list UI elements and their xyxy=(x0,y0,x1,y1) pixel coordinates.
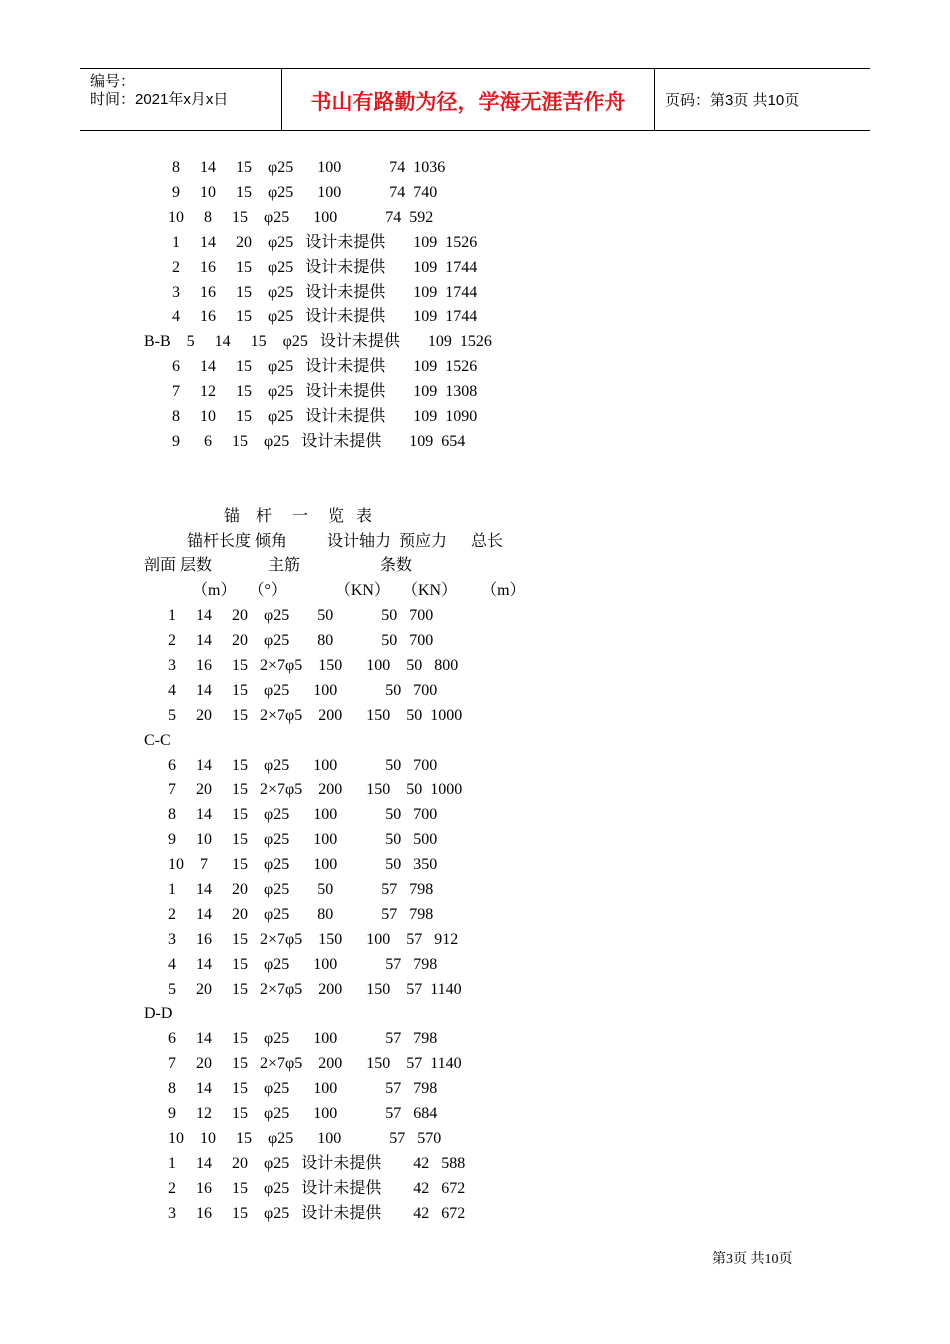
text-line: 4 14 15 φ25 100 57 798 xyxy=(168,956,438,973)
text-line: 6 14 15 φ25 设计未提供 109 1526 xyxy=(172,358,478,375)
text-line: 锚 杆 一 览 表 xyxy=(224,508,373,525)
text-line: 3 16 15 2×7φ5 150 100 57 912 xyxy=(168,931,459,948)
text-line: 9 12 15 φ25 100 57 684 xyxy=(168,1105,438,1122)
text-line: 5 20 15 2×7φ5 200 150 57 1140 xyxy=(168,981,462,998)
text-line: 3 16 15 φ25 设计未提供 109 1744 xyxy=(172,284,478,301)
text-line: 9 10 15 φ25 100 50 500 xyxy=(168,831,438,848)
text-line: 9 6 15 φ25 设计未提供 109 654 xyxy=(172,433,466,450)
text-line: （m） （°） （KN） （KN） （m） xyxy=(192,582,526,599)
text-line: 10 8 15 φ25 100 74 592 xyxy=(168,209,434,226)
text-line: 1 14 20 φ25 50 57 798 xyxy=(168,881,434,898)
text-line: D-D xyxy=(144,1005,173,1022)
text-line: 5 20 15 2×7φ5 200 150 50 1000 xyxy=(168,707,463,724)
text-line: 10 7 15 φ25 100 50 350 xyxy=(168,856,438,873)
text-line: 3 16 15 2×7φ5 150 100 50 800 xyxy=(168,657,459,674)
header-motto-cell xyxy=(282,69,655,130)
text-line: 6 14 15 φ25 100 57 798 xyxy=(168,1030,438,1047)
document-number-label: 编号： xyxy=(90,73,136,90)
text-line: 3 16 15 φ25 设计未提供 42 672 xyxy=(168,1205,466,1222)
text-line: 8 14 15 φ25 100 74 1036 xyxy=(172,159,446,176)
footer-page-number: 第3页 共10页 xyxy=(712,1252,793,1267)
text-line: 8 14 15 φ25 100 57 798 xyxy=(168,1080,438,1097)
text-line: 10 10 15 φ25 100 57 570 xyxy=(168,1130,442,1147)
text-line: 7 12 15 φ25 设计未提供 109 1308 xyxy=(172,383,478,400)
text-line: B-B 5 14 15 φ25 设计未提供 109 1526 xyxy=(144,333,492,350)
text-line: 1 14 20 φ25 设计未提供 42 588 xyxy=(168,1155,466,1172)
text-line: 锚杆长度 倾角 设计轴力 预应力 总长 xyxy=(187,533,504,550)
header-page-cell xyxy=(655,69,870,130)
text-line: 2 14 20 φ25 80 50 700 xyxy=(168,632,434,649)
text-line: 6 14 15 φ25 100 50 700 xyxy=(168,757,438,774)
header-info-cell xyxy=(80,69,282,130)
header-motto: 书山有路勤为径，学海无涯苦作舟 xyxy=(310,91,626,114)
text-line: 剖面 层数 主筋 条数 xyxy=(144,557,413,574)
document-date-label: 时间：2021年x月x日 xyxy=(90,91,229,108)
text-line: 2 14 20 φ25 80 57 798 xyxy=(168,906,434,923)
text-line: 7 20 15 2×7φ5 200 150 57 1140 xyxy=(168,1055,462,1072)
text-line: 1 14 20 φ25 50 50 700 xyxy=(168,607,434,624)
text-line: 9 10 15 φ25 100 74 740 xyxy=(172,184,438,201)
text-line: 4 16 15 φ25 设计未提供 109 1744 xyxy=(172,308,478,325)
text-line: 8 10 15 φ25 设计未提供 109 1090 xyxy=(172,408,478,425)
text-line: 2 16 15 φ25 设计未提供 109 1744 xyxy=(172,259,478,276)
text-line: C-C xyxy=(144,732,171,749)
text-line: 8 14 15 φ25 100 50 700 xyxy=(168,806,438,823)
header-page-number: 页码：第3页 共10页 xyxy=(665,92,800,109)
text-line: 4 14 15 φ25 100 50 700 xyxy=(168,682,438,699)
text-line: 1 14 20 φ25 设计未提供 109 1526 xyxy=(172,234,478,251)
text-line: 7 20 15 2×7φ5 200 150 50 1000 xyxy=(168,781,463,798)
text-line: 2 16 15 φ25 设计未提供 42 672 xyxy=(168,1180,466,1197)
page-header xyxy=(80,68,870,131)
